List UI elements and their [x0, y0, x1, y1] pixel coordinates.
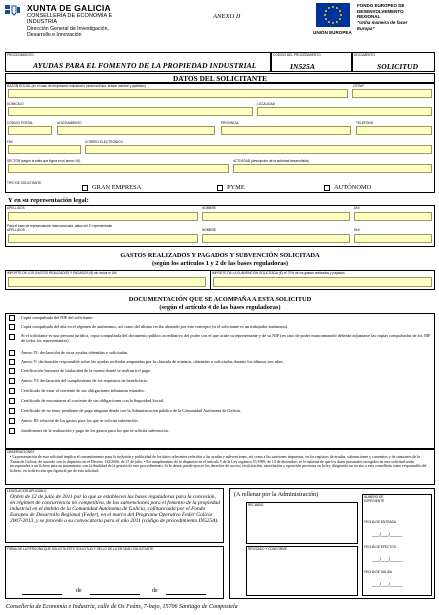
doc-checkbox-6[interactable] — [9, 368, 15, 374]
eu-fund-line-1: FONDO EUROPEO DE — [357, 3, 405, 8]
cif-nif-label: CIF/NIF — [353, 84, 365, 88]
document-value: SOLICITUD — [377, 62, 418, 71]
procedure-code-value: IN525A — [290, 62, 315, 71]
doc-checkbox-1[interactable] — [9, 315, 15, 321]
correo-label: CORREO ELECTRÓNICO — [85, 140, 123, 144]
cif-nif-field[interactable] — [352, 89, 432, 98]
doc-checkbox-4[interactable] — [9, 350, 15, 356]
doc-item-8: Certificado de estar al corriente de sus obligaciones tributarias estatales. — [21, 388, 145, 393]
razon-social-field[interactable] — [8, 89, 348, 98]
sector-field[interactable] — [8, 164, 229, 173]
revisado-label: REVISADO Y CONFORME — [248, 547, 287, 551]
fecha-efectos-value[interactable]: ___/___/_____ — [372, 557, 403, 562]
procedure-value: AYUDAS PARA EL FOMENTO DE LA PROPIEDAD INDUSTRIAL — [33, 61, 257, 70]
eu-slogan-line-2: Europa" — [357, 25, 375, 31]
rep2-nombre-label: NOMBRE — [202, 228, 216, 232]
doc-item-6: Certificación bancaria de titularidad de la cuenta donde se realizará el pago. — [21, 368, 152, 373]
signature-box — [5, 546, 224, 599]
fecha-salida-value[interactable]: ___/___/_____ — [372, 582, 403, 587]
observations-label: OBSERVACIONES — [7, 450, 35, 454]
observations-text: • La presentación de esta solicitud implica el consentimiento para la inclusión y publicidad de los datos relevantes referidos a las ayudas y subvenciones, así como a las sanciones impuestas, en los registros de ayudas, subvenciones y convenios y de sanciones de la Xunta de Galicia, de acuerdo con lo dispuesto en el Decreto 132/2006, de 27 de julio. • En cumplimiento de lo dispuesto en el artículo 5 de la Ley orgánica 15/1999, de 13 de diciembre, se le informa de que los datos personales recogidos en este solicitud serán incorporados a un fichero para su tratamiento, con la finalidad de la gestión de este procedimiento. Si lo desea, puede ejercer los derechos de acceso, rectificación, cancelación y oposición previstos en la ley, dirigiendo un escrito a esta consellería como responsable del fichero, en la dirección que figura al pie de esta solicitud. — [10, 455, 427, 473]
doc-item-9: Certificado de encontrarse al corriente de sus obligaciones con la Seguridad Social. — [21, 398, 165, 403]
subsidy-amount-field[interactable] — [213, 277, 432, 287]
legislation-label: LEGISLACIÓN APLICABLE — [7, 489, 47, 493]
directorate-line-1: Dirección General de Investigación, — [27, 26, 109, 32]
sector-label: SECTOR (según la tabla que figura en el anexo VII) — [7, 159, 81, 163]
gran-empresa-label: GRAN EMPRESA — [92, 184, 142, 191]
ayuntamiento-field[interactable] — [57, 126, 215, 135]
telefono-field[interactable] — [356, 126, 432, 135]
expenses-col1-label: IMPORTE DE LOS GASTOS REALIZADOS Y PAGADOS (€) sin incluir el IVA — [7, 271, 117, 275]
doc-item-10: Certificado de no tener pendiente de pago ninguna deuda con la Administración pública de la Comunidad Autónoma de Galicia. — [21, 408, 241, 413]
rep2-dni-label: DNI — [354, 228, 360, 232]
doc-checkbox-3[interactable] — [9, 334, 15, 340]
date-de-2: de — [152, 588, 158, 594]
gran-empresa-checkbox[interactable] — [82, 185, 88, 191]
autonomo-checkbox[interactable] — [324, 185, 330, 191]
doc-item-12: Justificantes de la realización y pago de los gastos para los que se solicita subvención. — [21, 428, 169, 433]
applicant-title: DATOS DEL SOLICITANTE — [172, 74, 268, 83]
doc-checkbox-7[interactable] — [9, 378, 15, 384]
actividad-label: ACTIVIDAD (descripción de la actividad desarrollada) — [233, 159, 309, 163]
doc-checkbox-8[interactable] — [9, 388, 15, 394]
autonomo-label: AUTÓNOMO — [334, 184, 372, 191]
rep1-nombre-label: NOMBRE — [202, 206, 216, 210]
expenses-amount-field[interactable] — [8, 277, 206, 287]
rep1-dni-label: DNI — [354, 206, 360, 210]
admin-title: (A rellenar por la Administración) — [234, 491, 319, 498]
doc-checkbox-12[interactable] — [9, 428, 15, 434]
rep2-apellidos-field[interactable] — [8, 234, 198, 243]
procedure-label: PROCEDIMIENTO — [7, 53, 34, 57]
doc-checkbox-10[interactable] — [9, 408, 15, 414]
fecha-entrada-value[interactable]: ___/___/_____ — [372, 532, 403, 537]
actividad-field[interactable] — [233, 164, 432, 173]
legal-rep-title: Y en su representación legal: — [8, 197, 89, 204]
provincia-field[interactable] — [221, 126, 351, 135]
eu-fund-line-3: REXIONAL — [357, 14, 381, 19]
doc-checkbox-11[interactable] — [9, 418, 15, 424]
footer-address: Consellería de Economía e Industria, calle de Os Feáns, 7-bajo, 15706 Santiago de Compostela — [6, 604, 238, 610]
expenses-col2-label: IMPORTE DE LA SUBVENCIÓN SOLICITADA (€), el 70% de los gastos realizados y pagados — [212, 271, 345, 275]
dept-line-1: CONSELLERÍA DE ECONOMÍA E — [27, 13, 113, 19]
domicilio-label: DOMICILIO — [7, 102, 24, 106]
expenses-subtitle: (según los artículos 1 y 2 de las bases reguladoras) — [151, 260, 289, 267]
dept-line-2: INDUSTRIA — [27, 19, 58, 25]
ayuntamiento-label: AYUNTAMIENTO — [57, 121, 82, 125]
pyme-checkbox[interactable] — [217, 185, 223, 191]
revisado-box — [246, 546, 358, 596]
rep1-dni-field[interactable] — [354, 212, 432, 221]
rep2-note: Para el caso de representación mancomunada, datos del 2º representante — [7, 224, 113, 228]
rep1-apellidos-field[interactable] — [8, 212, 198, 221]
date-de-1: de — [76, 588, 82, 594]
eu-label: UNIÓN EUROPEA — [313, 30, 352, 35]
fecha-salida-label: FECHA DE SALIDA — [364, 570, 393, 574]
doc-item-2: Copia compulsada del alta en el régimen de autónomos, así como del último recibo abonado por este concepto (si el solicitante es un trabajador autónomo). — [21, 324, 289, 329]
tipo-solicitante-label: TIPO DE SOLICITANTE — [7, 181, 42, 185]
domicilio-field[interactable] — [8, 107, 253, 116]
recibido-box — [246, 502, 358, 544]
doc-item-1: Copia compulsada del NIF del solicitante. — [21, 315, 94, 320]
procedure-code-label: CÓDIGO DEL PROCEDIMIENTO — [273, 53, 321, 57]
applicant-section — [5, 83, 435, 193]
recibido-label: RECIBIDO — [248, 503, 264, 507]
fecha-entrada-label: FECHA DE ENTRADA — [364, 520, 397, 524]
rep2-apellidos-label: APELLIDOS — [7, 228, 25, 232]
doc-item-4: Anexo IV: declaración de otras ayudas obtenidas o solicitadas. — [21, 350, 129, 355]
pyme-label: PYME — [227, 184, 245, 191]
expenses-title: GASTOS REALIZADOS Y PAGADOS Y SUBVENCIÓN SOLICITADA — [120, 252, 320, 259]
directorate-line-2: Desarrollo e Innovación — [27, 32, 82, 38]
localidad-field[interactable] — [257, 107, 432, 116]
fax-label: FAX — [7, 140, 14, 144]
razon-social-label: RAZÓN SOCIAL (en el caso de empresario individual o persona física, indicar nombre y apellidos) — [7, 84, 146, 88]
localidad-label: LOCALIDAD — [257, 102, 276, 106]
annex-title: ANEXO II — [213, 13, 241, 20]
provincia-label: PROVINCIA — [221, 121, 239, 125]
doc-checkbox-5[interactable] — [9, 359, 15, 365]
documents-subtitle: (según el artículo 4 de las bases reguladoras) — [159, 304, 281, 311]
rep1-nombre-field[interactable] — [202, 212, 350, 221]
fax-field[interactable] — [8, 145, 81, 154]
eu-fund-line-2: DESENVOLVEMENTO — [357, 8, 404, 14]
numero-expediente-label: NÚMERO DE EXPEDIENTE — [364, 495, 385, 503]
doc-item-5: Anexo V: declaración responsable sobre las ayudas recibidas amparadas por la cláusula de minimis, obtenidas o solicitadas durante los últimos tres años. — [21, 359, 284, 364]
doc-checkbox-2[interactable] — [9, 324, 15, 330]
doc-checkbox-9[interactable] — [9, 398, 15, 404]
telefono-label: TELÉFONO — [356, 121, 374, 125]
codigo-postal-field[interactable] — [8, 126, 52, 135]
rep2-nombre-field[interactable] — [202, 234, 350, 243]
fecha-efectos-label: FECHA DE EFECTOS — [364, 545, 396, 549]
xunta-logo — [4, 3, 22, 15]
doc-item-7: Anexo VI: declaración del cumplimiento de los requisitos de beneficiario. — [21, 378, 149, 383]
rep2-dni-field[interactable] — [354, 234, 432, 243]
correo-field[interactable] — [85, 145, 432, 154]
eu-flag — [316, 3, 350, 27]
documents-title: DOCUMENTACIÓN QUE SE ACOMPAÑA A ESTA SOLICITUD — [128, 296, 312, 303]
doc-item-3: Si el solicitante es una persona jurídica, copia compulsada del documento público acreditativo del poder con el que actúe su representante y de su NIF (en caso de poder mancomunado deberán adjuntarse las copias compulsadas de los NIF de todos los representantes). — [21, 333, 431, 343]
doc-item-11: Anexo III: relación de los gastos para los que se solicita subvención. — [21, 418, 139, 423]
rep1-apellidos-label: APELLIDOS — [7, 206, 25, 210]
org-name: XUNTA DE GALICIA — [27, 3, 111, 13]
signature-label: FIRMA DE LA PERSONA QUE SOLICITA ESTE SOLICITUD Y SELLO DE LA ENTIDAD SOLICITANTE — [7, 547, 154, 551]
document-label: DOCUMENTO — [354, 53, 375, 57]
codigo-postal-label: CÓDIGO POSTAL — [7, 121, 34, 125]
legislation-text: Orden de 12 de julio de 2011 por la que se establecen las bases reguladoras para la concesión, en régimen de concurrencia no competitiva, de las subvenciones para el fomento de la propiedad industrial en el ámbito de la Comunidad Autónoma de Galicia, cofinanciada por el Fondo Europeo de Desarrollo Regional (Feder), en el marco del Programa Operativo Feder Galicia 2007-2013, y se procede a su convocatoria para el año 2011 (código de procedimiento IN525A). — [10, 494, 220, 525]
eu-slogan-line-1: "Unha maneira de facer — [357, 20, 408, 25]
